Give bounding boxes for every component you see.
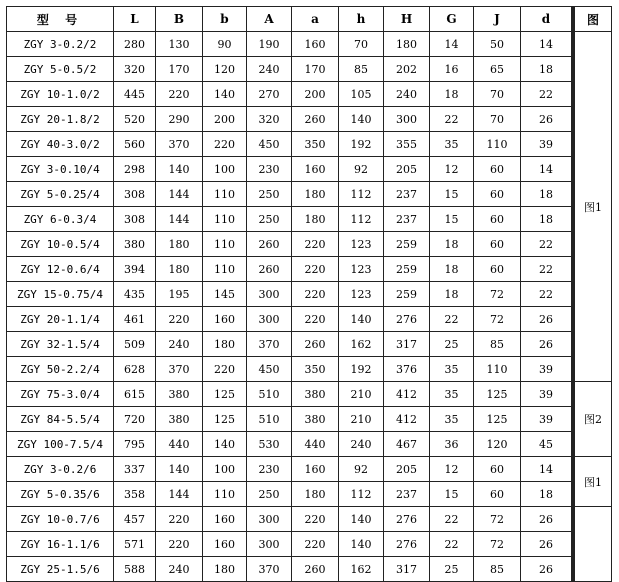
- cell-A: 250: [247, 207, 292, 232]
- cell-H: 205: [384, 457, 430, 482]
- header-h: h: [339, 7, 384, 32]
- cell-b: 220: [203, 132, 247, 157]
- cell-J: 70: [474, 82, 521, 107]
- cell-B: 370: [156, 132, 203, 157]
- cell-B: 144: [156, 182, 203, 207]
- cell-A: 250: [247, 482, 292, 507]
- table-row: [7, 432, 612, 457]
- cell-A: 300: [247, 307, 292, 332]
- cell-h: 140: [339, 532, 384, 557]
- cell-model: ZGY 40-3.0/2: [7, 132, 114, 157]
- cell-a: 220: [292, 282, 339, 307]
- cell-A: 270: [247, 82, 292, 107]
- cell-L: 457: [114, 507, 156, 532]
- cell-G: 25: [430, 557, 474, 582]
- cell-L: 337: [114, 457, 156, 482]
- header-model: 型 号: [7, 7, 114, 32]
- cell-H: 237: [384, 182, 430, 207]
- header-G: G: [430, 7, 474, 32]
- cell-d: 26: [521, 307, 573, 332]
- cell-H: 276: [384, 307, 430, 332]
- table-row: [7, 482, 612, 507]
- cell-d: 39: [521, 407, 573, 432]
- cell-H: 237: [384, 482, 430, 507]
- cell-b: 110: [203, 482, 247, 507]
- cell-model: ZGY 15-0.75/4: [7, 282, 114, 307]
- cell-J: 60: [474, 257, 521, 282]
- spec-table: [6, 6, 612, 582]
- cell-a: 350: [292, 357, 339, 382]
- cell-G: 15: [430, 207, 474, 232]
- cell-d: 39: [521, 357, 573, 382]
- cell-J: 72: [474, 282, 521, 307]
- cell-H: 300: [384, 107, 430, 132]
- cell-d: 14: [521, 32, 573, 57]
- cell-J: 60: [474, 157, 521, 182]
- cell-h: 192: [339, 132, 384, 157]
- cell-model: ZGY 25-1.5/6: [7, 557, 114, 582]
- cell-A: 240: [247, 57, 292, 82]
- cell-a: 180: [292, 482, 339, 507]
- cell-H: 355: [384, 132, 430, 157]
- table-row: [7, 182, 612, 207]
- cell-d: 18: [521, 482, 573, 507]
- cell-b: 110: [203, 257, 247, 282]
- cell-h: 92: [339, 457, 384, 482]
- cell-model: ZGY 3-0.2/6: [7, 457, 114, 482]
- cell-G: 25: [430, 332, 474, 357]
- figure-group-label: 图1: [573, 32, 612, 382]
- cell-model: ZGY 3-0.2/2: [7, 32, 114, 57]
- cell-J: 70: [474, 107, 521, 132]
- table-row: [7, 232, 612, 257]
- cell-h: 123: [339, 257, 384, 282]
- cell-B: 220: [156, 507, 203, 532]
- table-row: [7, 82, 612, 107]
- cell-a: 350: [292, 132, 339, 157]
- cell-model: ZGY 20-1.8/2: [7, 107, 114, 132]
- cell-H: 240: [384, 82, 430, 107]
- cell-d: 22: [521, 282, 573, 307]
- cell-model: ZGY 5-0.35/6: [7, 482, 114, 507]
- cell-a: 220: [292, 532, 339, 557]
- cell-h: 162: [339, 557, 384, 582]
- cell-B: 180: [156, 257, 203, 282]
- cell-d: 18: [521, 57, 573, 82]
- cell-G: 35: [430, 407, 474, 432]
- cell-d: 18: [521, 207, 573, 232]
- cell-G: 18: [430, 282, 474, 307]
- cell-J: 60: [474, 182, 521, 207]
- cell-h: 140: [339, 107, 384, 132]
- cell-H: 202: [384, 57, 430, 82]
- cell-L: 308: [114, 182, 156, 207]
- cell-a: 160: [292, 32, 339, 57]
- cell-h: 123: [339, 232, 384, 257]
- table-row: [7, 507, 612, 532]
- cell-b: 140: [203, 432, 247, 457]
- cell-L: 320: [114, 57, 156, 82]
- cell-a: 440: [292, 432, 339, 457]
- cell-b: 125: [203, 407, 247, 432]
- cell-G: 22: [430, 307, 474, 332]
- cell-A: 260: [247, 232, 292, 257]
- header-row: [7, 7, 612, 32]
- cell-b: 100: [203, 457, 247, 482]
- cell-model: ZGY 50-2.2/4: [7, 357, 114, 382]
- cell-b: 180: [203, 557, 247, 582]
- cell-a: 180: [292, 207, 339, 232]
- cell-model: ZGY 32-1.5/4: [7, 332, 114, 357]
- cell-d: 22: [521, 232, 573, 257]
- cell-b: 200: [203, 107, 247, 132]
- cell-a: 180: [292, 182, 339, 207]
- cell-d: 45: [521, 432, 573, 457]
- table-row: [7, 32, 612, 57]
- table-row: [7, 357, 612, 382]
- cell-b: 100: [203, 157, 247, 182]
- table-row: [7, 332, 612, 357]
- cell-H: 259: [384, 232, 430, 257]
- cell-H: 412: [384, 407, 430, 432]
- cell-B: 240: [156, 557, 203, 582]
- cell-J: 60: [474, 207, 521, 232]
- table-row: [7, 282, 612, 307]
- cell-L: 520: [114, 107, 156, 132]
- cell-L: 358: [114, 482, 156, 507]
- cell-L: 308: [114, 207, 156, 232]
- cell-G: 12: [430, 457, 474, 482]
- cell-L: 509: [114, 332, 156, 357]
- cell-a: 260: [292, 557, 339, 582]
- table-row: [7, 457, 612, 482]
- cell-d: 26: [521, 107, 573, 132]
- cell-J: 72: [474, 532, 521, 557]
- cell-L: 571: [114, 532, 156, 557]
- cell-B: 130: [156, 32, 203, 57]
- cell-a: 160: [292, 457, 339, 482]
- cell-H: 276: [384, 532, 430, 557]
- cell-L: 394: [114, 257, 156, 282]
- cell-h: 123: [339, 282, 384, 307]
- cell-G: 15: [430, 182, 474, 207]
- cell-b: 110: [203, 182, 247, 207]
- cell-a: 200: [292, 82, 339, 107]
- cell-h: 70: [339, 32, 384, 57]
- cell-L: 435: [114, 282, 156, 307]
- cell-d: 22: [521, 257, 573, 282]
- cell-J: 50: [474, 32, 521, 57]
- cell-H: 237: [384, 207, 430, 232]
- header-B: B: [156, 7, 203, 32]
- cell-A: 230: [247, 457, 292, 482]
- cell-A: 530: [247, 432, 292, 457]
- cell-B: 290: [156, 107, 203, 132]
- cell-G: 35: [430, 357, 474, 382]
- cell-H: 317: [384, 332, 430, 357]
- cell-A: 370: [247, 332, 292, 357]
- cell-d: 14: [521, 157, 573, 182]
- table-row: [7, 107, 612, 132]
- cell-d: 39: [521, 382, 573, 407]
- cell-G: 22: [430, 532, 474, 557]
- cell-L: 720: [114, 407, 156, 432]
- cell-G: 22: [430, 107, 474, 132]
- cell-J: 65: [474, 57, 521, 82]
- cell-A: 250: [247, 182, 292, 207]
- cell-d: 26: [521, 557, 573, 582]
- table-row: [7, 407, 612, 432]
- cell-J: 60: [474, 482, 521, 507]
- cell-model: ZGY 20-1.1/4: [7, 307, 114, 332]
- cell-h: 112: [339, 182, 384, 207]
- cell-A: 190: [247, 32, 292, 57]
- cell-H: 317: [384, 557, 430, 582]
- cell-L: 795: [114, 432, 156, 457]
- header-J: J: [474, 7, 521, 32]
- cell-H: 180: [384, 32, 430, 57]
- table-body: [7, 32, 612, 582]
- cell-J: 72: [474, 307, 521, 332]
- cell-b: 140: [203, 82, 247, 107]
- cell-h: 112: [339, 207, 384, 232]
- cell-B: 380: [156, 407, 203, 432]
- cell-h: 112: [339, 482, 384, 507]
- cell-model: ZGY 10-1.0/2: [7, 82, 114, 107]
- cell-model: ZGY 10-0.5/4: [7, 232, 114, 257]
- cell-d: 39: [521, 132, 573, 157]
- cell-d: 18: [521, 182, 573, 207]
- cell-b: 220: [203, 357, 247, 382]
- cell-h: 210: [339, 407, 384, 432]
- cell-a: 380: [292, 407, 339, 432]
- cell-a: 260: [292, 332, 339, 357]
- cell-H: 259: [384, 282, 430, 307]
- table-row: [7, 532, 612, 557]
- cell-d: 14: [521, 457, 573, 482]
- cell-model: ZGY 10-0.7/6: [7, 507, 114, 532]
- cell-H: 467: [384, 432, 430, 457]
- cell-b: 160: [203, 307, 247, 332]
- cell-B: 220: [156, 307, 203, 332]
- cell-A: 510: [247, 407, 292, 432]
- cell-B: 140: [156, 157, 203, 182]
- table-row: [7, 382, 612, 407]
- cell-model: ZGY 5-0.5/2: [7, 57, 114, 82]
- cell-d: 26: [521, 332, 573, 357]
- cell-G: 16: [430, 57, 474, 82]
- cell-A: 230: [247, 157, 292, 182]
- table-row: [7, 207, 612, 232]
- header-b: b: [203, 7, 247, 32]
- cell-B: 220: [156, 82, 203, 107]
- cell-B: 144: [156, 207, 203, 232]
- cell-a: 220: [292, 507, 339, 532]
- cell-h: 105: [339, 82, 384, 107]
- figure-group-label: 图2: [573, 382, 612, 457]
- cell-L: 461: [114, 307, 156, 332]
- cell-G: 18: [430, 232, 474, 257]
- cell-h: 140: [339, 307, 384, 332]
- cell-G: 36: [430, 432, 474, 457]
- cell-G: 14: [430, 32, 474, 57]
- cell-h: 162: [339, 332, 384, 357]
- cell-model: ZGY 84-5.5/4: [7, 407, 114, 432]
- cell-G: 35: [430, 382, 474, 407]
- header-d: d: [521, 7, 573, 32]
- cell-h: 240: [339, 432, 384, 457]
- cell-b: 125: [203, 382, 247, 407]
- table-row: [7, 157, 612, 182]
- cell-b: 110: [203, 232, 247, 257]
- cell-H: 276: [384, 507, 430, 532]
- cell-h: 210: [339, 382, 384, 407]
- cell-H: 259: [384, 257, 430, 282]
- cell-J: 85: [474, 557, 521, 582]
- cell-model: ZGY 16-1.1/6: [7, 532, 114, 557]
- cell-model: ZGY 3-0.10/4: [7, 157, 114, 182]
- cell-L: 445: [114, 82, 156, 107]
- cell-d: 22: [521, 82, 573, 107]
- cell-a: 220: [292, 307, 339, 332]
- table-row: [7, 57, 612, 82]
- figure-group-label: [573, 507, 612, 582]
- cell-L: 588: [114, 557, 156, 582]
- cell-B: 195: [156, 282, 203, 307]
- cell-B: 370: [156, 357, 203, 382]
- cell-G: 12: [430, 157, 474, 182]
- cell-G: 18: [430, 257, 474, 282]
- cell-H: 376: [384, 357, 430, 382]
- header-figure: 图: [573, 7, 612, 32]
- cell-h: 85: [339, 57, 384, 82]
- cell-L: 628: [114, 357, 156, 382]
- cell-b: 160: [203, 507, 247, 532]
- cell-a: 380: [292, 382, 339, 407]
- cell-A: 320: [247, 107, 292, 132]
- cell-B: 180: [156, 232, 203, 257]
- cell-h: 92: [339, 157, 384, 182]
- cell-model: ZGY 12-0.6/4: [7, 257, 114, 282]
- table-row: [7, 557, 612, 582]
- cell-L: 560: [114, 132, 156, 157]
- table-row: [7, 257, 612, 282]
- cell-G: 35: [430, 132, 474, 157]
- cell-L: 280: [114, 32, 156, 57]
- header-a: a: [292, 7, 339, 32]
- cell-J: 125: [474, 407, 521, 432]
- cell-b: 120: [203, 57, 247, 82]
- table-row: [7, 132, 612, 157]
- cell-b: 110: [203, 207, 247, 232]
- cell-H: 412: [384, 382, 430, 407]
- cell-A: 300: [247, 507, 292, 532]
- cell-B: 140: [156, 457, 203, 482]
- cell-h: 140: [339, 507, 384, 532]
- cell-H: 205: [384, 157, 430, 182]
- cell-B: 240: [156, 332, 203, 357]
- cell-h: 192: [339, 357, 384, 382]
- figure-group-label: 图1: [573, 457, 612, 507]
- table-row: [7, 307, 612, 332]
- cell-A: 450: [247, 357, 292, 382]
- cell-J: 60: [474, 232, 521, 257]
- cell-B: 220: [156, 532, 203, 557]
- cell-J: 110: [474, 132, 521, 157]
- cell-J: 85: [474, 332, 521, 357]
- header-L: L: [114, 7, 156, 32]
- cell-d: 26: [521, 532, 573, 557]
- header-A: A: [247, 7, 292, 32]
- cell-d: 26: [521, 507, 573, 532]
- cell-model: ZGY 5-0.25/4: [7, 182, 114, 207]
- cell-a: 220: [292, 232, 339, 257]
- cell-J: 110: [474, 357, 521, 382]
- cell-A: 370: [247, 557, 292, 582]
- cell-L: 298: [114, 157, 156, 182]
- cell-J: 60: [474, 457, 521, 482]
- cell-G: 18: [430, 82, 474, 107]
- cell-B: 440: [156, 432, 203, 457]
- cell-model: ZGY 6-0.3/4: [7, 207, 114, 232]
- cell-J: 72: [474, 507, 521, 532]
- cell-b: 145: [203, 282, 247, 307]
- cell-A: 300: [247, 532, 292, 557]
- cell-J: 125: [474, 382, 521, 407]
- cell-b: 90: [203, 32, 247, 57]
- cell-model: ZGY 100-7.5/4: [7, 432, 114, 457]
- cell-a: 220: [292, 257, 339, 282]
- cell-b: 160: [203, 532, 247, 557]
- cell-L: 380: [114, 232, 156, 257]
- cell-L: 615: [114, 382, 156, 407]
- cell-J: 120: [474, 432, 521, 457]
- cell-B: 144: [156, 482, 203, 507]
- header-H: H: [384, 7, 430, 32]
- cell-A: 300: [247, 282, 292, 307]
- cell-G: 15: [430, 482, 474, 507]
- cell-model: ZGY 75-3.0/4: [7, 382, 114, 407]
- cell-A: 450: [247, 132, 292, 157]
- cell-a: 170: [292, 57, 339, 82]
- cell-a: 160: [292, 157, 339, 182]
- cell-a: 260: [292, 107, 339, 132]
- cell-b: 180: [203, 332, 247, 357]
- cell-B: 170: [156, 57, 203, 82]
- cell-G: 22: [430, 507, 474, 532]
- cell-A: 510: [247, 382, 292, 407]
- cell-A: 260: [247, 257, 292, 282]
- cell-B: 380: [156, 382, 203, 407]
